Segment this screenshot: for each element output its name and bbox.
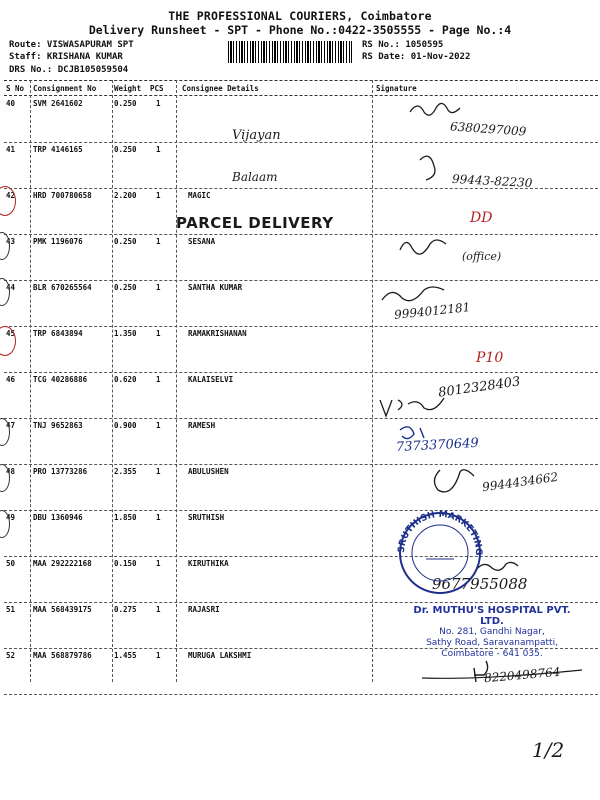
consignment-number: DBU 1360946 [33, 513, 83, 522]
serial-number: 49 [6, 513, 16, 522]
seal-text: SRUTHISH MARKETING [396, 509, 484, 556]
weight-value: 0.250 [114, 237, 137, 246]
consignee-name: RAJASRI [188, 605, 220, 614]
handwritten-name: Balaam [232, 170, 278, 184]
weight-value: 0.150 [114, 559, 137, 568]
consignment-number: TCG 40286886 [33, 375, 88, 384]
serial-number: 44 [6, 283, 16, 292]
consignment-number: PRO 13773286 [33, 467, 88, 476]
consignment-number: TRP 6843894 [33, 329, 83, 338]
page-mark: 1/2 [532, 738, 565, 762]
weight-value: 0.250 [114, 145, 137, 154]
weight-value: 1.850 [114, 513, 137, 522]
weight-value: 1.455 [114, 651, 137, 660]
handwritten-mark: DD [470, 210, 493, 226]
pcs-value: 1 [156, 145, 161, 154]
parcel-delivery-stamp: PARCEL DELIVERY [176, 214, 334, 232]
col-sno: S No [6, 84, 25, 93]
weight-value: 0.250 [114, 99, 137, 108]
handwritten-phone: 7373370649 [395, 435, 480, 456]
pcs-value: 1 [156, 513, 161, 522]
weight-value: 1.350 [114, 329, 137, 338]
weight-value: 0.275 [114, 605, 137, 614]
table-row [4, 280, 598, 327]
company-seal [390, 505, 490, 595]
col-consignment: Consignment No [33, 84, 97, 93]
handwritten-note: (office) [462, 250, 502, 263]
consignment-number: TRP 4146165 [33, 145, 83, 154]
serial-number: 50 [6, 559, 16, 568]
table-row [4, 234, 598, 281]
handwritten-phone: 9944434662 [481, 469, 559, 495]
pcs-value: 1 [156, 467, 161, 476]
serial-number: 52 [6, 651, 16, 660]
consignee-name: ABULUSHEN [188, 467, 229, 476]
consignment-number: TNJ 9652863 [33, 421, 83, 430]
divider [112, 80, 113, 682]
serial-number: 47 [6, 421, 16, 430]
runsheet-subtitle: Delivery Runsheet - SPT - Phone No.:0422-3505555 - Page No.:4 [88, 23, 512, 37]
table-row [4, 418, 598, 465]
table-header [4, 80, 598, 96]
route-label: Route: VISWASAPURAM SPT [9, 40, 134, 50]
consignee-name: RAMAKRISHANAN [188, 329, 247, 338]
handwritten-phone: 8012328403 [437, 374, 522, 401]
col-signature: Signature [376, 84, 417, 93]
pcs-value: 1 [156, 421, 161, 430]
serial-number: 43 [6, 237, 16, 246]
hospital-address-line: Coimbatore - 641 035. [441, 649, 543, 659]
pcs-value: 1 [156, 375, 161, 384]
consignee-name: SRUTHISH [188, 513, 225, 522]
divider [176, 80, 177, 682]
consignee-name: RAMESH [188, 421, 216, 430]
hospital-stamp [402, 605, 582, 660]
pcs-value: 1 [156, 237, 161, 246]
pcs-value: 1 [156, 99, 161, 108]
drs-label: DRS No.: DCJB105059504 [9, 65, 129, 75]
serial-number: 48 [6, 467, 16, 476]
pcs-value: 1 [156, 329, 161, 338]
runsheet-title: THE PROFESSIONAL COURIERS, Coimbatore [168, 9, 432, 23]
weight-value: 0.250 [114, 283, 137, 292]
table-row [4, 326, 598, 373]
pcs-value: 1 [156, 283, 161, 292]
consignment-number: MAA 568439175 [33, 605, 92, 614]
serial-number: 51 [6, 605, 16, 614]
pcs-value: 1 [156, 651, 161, 660]
handwritten-phone: 99443-82230 [451, 171, 533, 191]
serial-number: 40 [6, 99, 16, 108]
consignment-number: PMK 1196076 [33, 237, 83, 246]
consignment-number: BLR 670265564 [33, 283, 92, 292]
weight-value: 2.355 [114, 467, 137, 476]
weight-value: 0.620 [114, 375, 137, 384]
serial-number: 42 [6, 191, 16, 200]
handwritten-mark: P10 [476, 350, 504, 366]
consignee-name: KALAISELVI [188, 375, 234, 384]
table-row [4, 510, 598, 557]
consignee-name: KIRUTHIKA [188, 559, 229, 568]
consignment-number: HRD 700780658 [33, 191, 92, 200]
hospital-address-line: No. 281, Gandhi Nagar, [439, 627, 545, 637]
consignment-number: SVM 2641602 [33, 99, 83, 108]
handwritten-phone: 9994012181 [393, 300, 471, 322]
consignment-number: MAA 292222168 [33, 559, 92, 568]
weight-value: 2.200 [114, 191, 137, 200]
consignment-number: MAA 568879786 [33, 651, 92, 660]
divider [372, 80, 373, 682]
rs-date: RS Date: 01-Nov-2022 [362, 52, 471, 62]
handwritten-phone: 6380297009 [449, 119, 527, 139]
serial-number: 45 [6, 329, 16, 338]
col-pcs: PCS [150, 84, 164, 93]
pcs-value: 1 [156, 605, 161, 614]
weight-value: 0.900 [114, 421, 137, 430]
pcs-value: 1 [156, 559, 161, 568]
serial-number: 41 [6, 145, 16, 154]
handwritten-phone: 8220498764 [483, 664, 561, 686]
barcode [228, 41, 352, 63]
rs-number: RS No.: 1050595 [362, 40, 444, 50]
serial-number: 46 [6, 375, 16, 384]
hospital-address-line: Sathy Road, Saravanampatti, [426, 638, 558, 648]
col-weight: Weight [114, 84, 142, 93]
col-consignee: Consignee Details [182, 84, 259, 93]
hospital-name: Dr. MUTHU'S HOSPITAL PVT. LTD. [413, 605, 571, 627]
consignee-name: SESANA [188, 237, 216, 246]
staff-label: Staff: KRISHANA KUMAR [9, 52, 123, 62]
divider [30, 80, 31, 682]
pcs-value: 1 [156, 191, 161, 200]
handwritten-phone: 9677955088 [432, 575, 528, 593]
handwritten-name: Vijayan [232, 128, 281, 143]
consignee-name: SANTHA KUMAR [188, 283, 243, 292]
consignee-name: MAGIC [188, 191, 211, 200]
consignee-name: MURUGA LAKSHMI [188, 651, 252, 660]
